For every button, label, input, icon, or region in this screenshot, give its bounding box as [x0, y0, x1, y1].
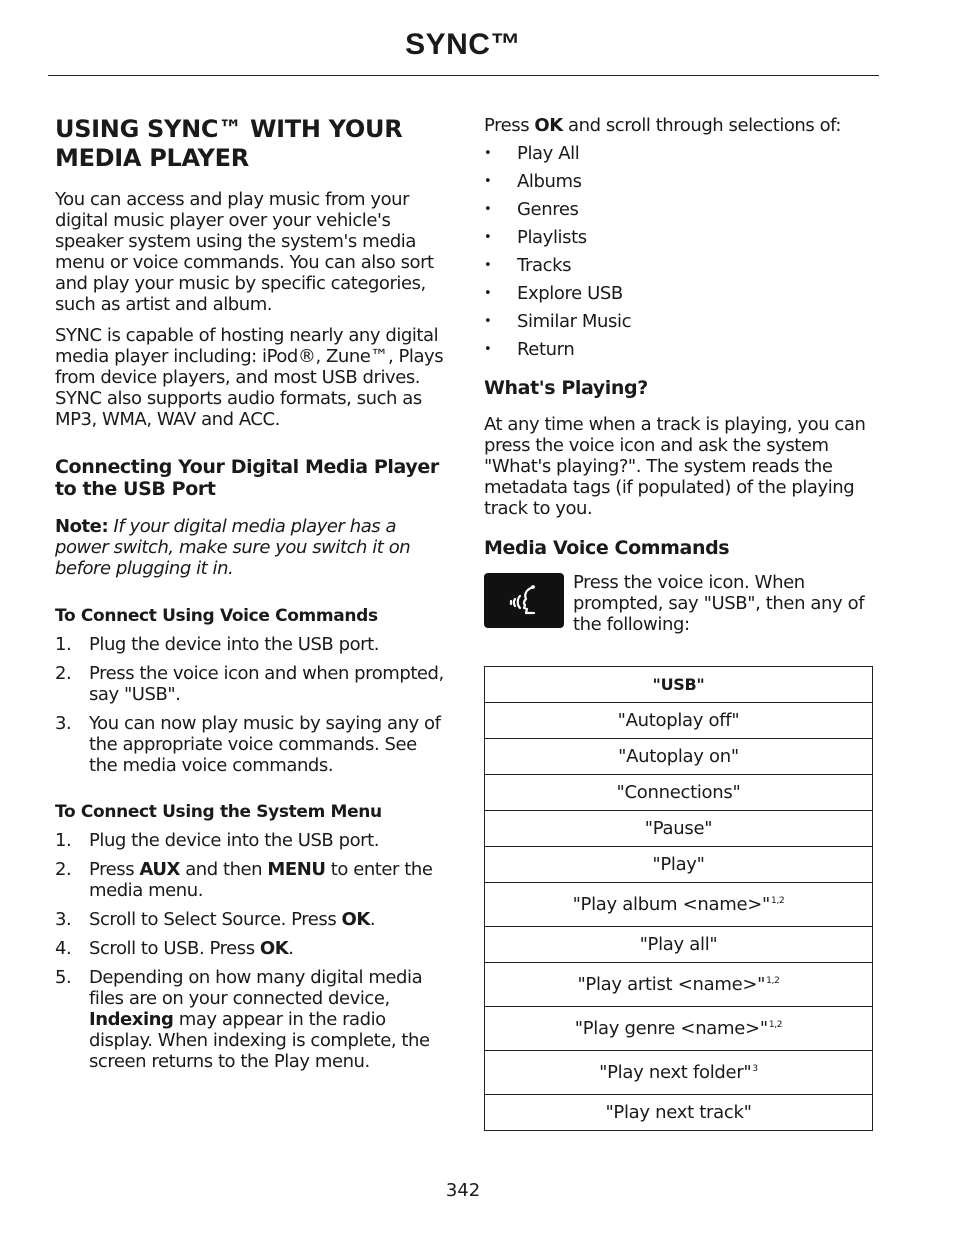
step-number: 2. — [55, 859, 72, 880]
list-item — [55, 859, 450, 901]
bullet: • — [484, 202, 492, 217]
bullet: • — [484, 258, 492, 273]
table-row: "Autoplay off" — [485, 703, 873, 739]
list-item: • Genres — [484, 199, 579, 220]
ok-label: OK — [341, 909, 370, 930]
page-header-title: SYNC™ — [405, 28, 521, 61]
note-text: If your digital media player has a power switch, make sure you switch it on before plugging it in. — [55, 516, 411, 579]
step-number: 5. — [55, 967, 72, 988]
footnote-ref: 3 — [752, 1064, 758, 1074]
list-item: • Explore USB — [484, 283, 623, 304]
list-item — [55, 830, 450, 851]
menu-label: MENU — [267, 859, 326, 880]
intro-paragraph-1: You can access and play music from your digital music player over your vehicle's speaker system using the system's media menu or voice commands. You can also sort and play your music by specific categories, such as artist and album. — [55, 189, 434, 315]
press-ok-paragraph: Press OK and scroll through selections of: — [484, 115, 842, 136]
left-column — [55, 115, 450, 1072]
whats-playing-paragraph: At any time when a track is playing, you can press the voice icon and ask the system "What's playing?". The system reads the metadata tags (if populated) of the playing track to you. — [484, 414, 866, 519]
list-item — [55, 909, 450, 930]
connecting-heading: Connecting Your Digital Media Player to the USB Port — [55, 456, 439, 500]
indexing-label: Indexing — [89, 1009, 174, 1030]
voice-commands-heading: To Connect Using Voice Commands — [55, 606, 378, 626]
table-row: "Play album <name>"$^{1,2}$ — [485, 883, 873, 927]
table-row: "Play next folder"$^3$ — [485, 1051, 873, 1095]
intro-paragraph-2: SYNC is capable of hosting nearly any digital media player including: iPod®, Zune™, Plays from device players, and most USB drives. SYNC also supports audio formats, such as MP3, WMA, WAV and ACC. — [55, 325, 444, 430]
ok-label: OK — [259, 938, 289, 959]
menu-steps-list — [55, 830, 450, 1072]
note-label: Note: — [55, 516, 109, 537]
page-number: 342 — [445, 1180, 481, 1201]
step-number: 2. — [55, 663, 72, 684]
step-number: 1. — [55, 634, 72, 655]
list-item: • Play All — [484, 143, 580, 164]
table-row: "Play genre <name>"$^{1,2}$ — [485, 1007, 873, 1051]
section-main-heading: USING SYNC™ WITH YOUR MEDIA PLAYER — [55, 115, 403, 172]
usb-voice-commands-table — [484, 666, 873, 1131]
table-row: "Play artist <name>"$^{1,2}$ — [485, 963, 873, 1007]
system-menu-heading: To Connect Using the System Menu — [55, 802, 382, 822]
step-text: Scroll to Select Source. Press OK. — [89, 909, 376, 930]
step-number: 4. — [55, 938, 72, 959]
voice-instruction-text: Press the voice icon. When prompted, say "USB", then any of the following: — [573, 572, 865, 635]
bullet: • — [484, 230, 492, 245]
aux-label: AUX — [139, 859, 180, 880]
step-text: Scroll to USB. Press OK. — [89, 938, 294, 959]
footnote-ref: 1,2 — [768, 1020, 783, 1030]
bullet: • — [484, 286, 492, 301]
table-row: "Play next track" — [485, 1095, 873, 1131]
voice-command-icon-glyph — [504, 581, 544, 621]
table-row: "Connections" — [485, 775, 873, 811]
list-item — [55, 938, 450, 959]
list-item: • Tracks — [484, 255, 572, 276]
list-item: • Return — [484, 339, 575, 360]
list-item: • Playlists — [484, 227, 587, 248]
table-row: "Play all" — [485, 927, 873, 963]
table-row: "Pause" — [485, 811, 873, 847]
step-text: You can now play music by saying any of the appropriate voice commands. See the media voice commands. — [89, 713, 441, 776]
list-item: • Albums — [484, 171, 582, 192]
note-paragraph — [55, 516, 450, 579]
step-text: Press AUX and then MENU to enter the media menu. — [89, 859, 433, 901]
ok-label: OK — [534, 115, 563, 136]
footnote-ref: 1,2 — [771, 896, 785, 906]
list-item — [55, 967, 450, 1072]
right-column — [484, 115, 876, 1131]
table-header-row — [485, 667, 873, 703]
voice-steps-list — [55, 634, 450, 776]
voice-instruction-row — [484, 572, 876, 635]
footnote-ref: 1,2 — [766, 976, 780, 986]
voice-command-icon — [484, 573, 564, 628]
step-text: Plug the device into the USB port. — [89, 634, 379, 655]
step-text: Press the voice icon and when prompted, say "USB". — [89, 663, 444, 705]
list-item — [55, 713, 450, 776]
step-text: Plug the device into the USB port. — [89, 830, 379, 851]
step-number: 1. — [55, 830, 72, 851]
step-number: 3. — [55, 713, 72, 734]
bullet: • — [484, 174, 492, 189]
list-item — [55, 663, 450, 705]
bullet: • — [484, 342, 492, 357]
bullet: • — [484, 146, 492, 161]
table-row: "Autoplay on" — [485, 739, 873, 775]
step-text: Depending on how many digital media files are on your connected device, Indexing may appear in the radio display. When indexing is complete, the screen returns to the Play menu. — [89, 967, 430, 1072]
table-row: "Play" — [485, 847, 873, 883]
table-header-cell: "USB" — [485, 667, 873, 703]
selections-list — [484, 143, 876, 360]
header-divider — [48, 75, 879, 76]
media-voice-commands-heading: Media Voice Commands — [484, 537, 730, 559]
bullet: • — [484, 314, 492, 329]
step-number: 3. — [55, 909, 72, 930]
list-item — [55, 634, 450, 655]
whats-playing-heading: What's Playing? — [484, 377, 648, 399]
list-item: • Similar Music — [484, 311, 632, 332]
